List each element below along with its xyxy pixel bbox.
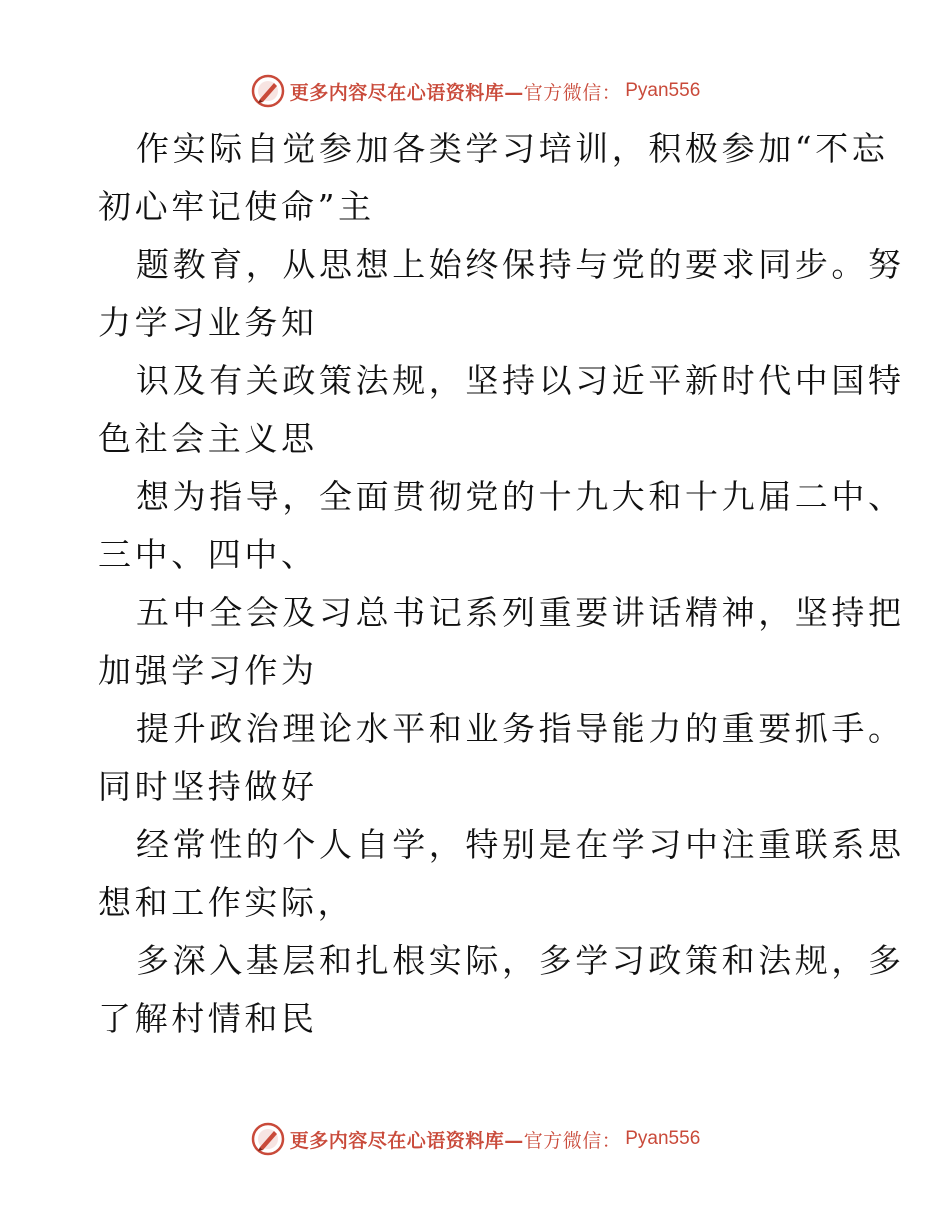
watermark-text xyxy=(290,78,622,105)
paragraph xyxy=(98,352,905,468)
footer-watermark xyxy=(0,1119,950,1159)
watermark-separator: — xyxy=(504,1129,524,1152)
paragraph xyxy=(98,584,905,700)
paragraph-line: 识及有关政策法规，坚持以习近平新时代中国特 xyxy=(136,361,905,400)
watermark-site-text: 更多内容尽在心语资料库 xyxy=(289,1129,505,1152)
paragraph-line: 多深入基层和扎根实际，多学习政策和法规，多 xyxy=(136,941,905,980)
paragraph-line: 题教育，从思想上始终保持与党的要求同步。努 xyxy=(136,245,905,284)
paragraph-line: 五中全会及习总书记系列重要讲话精神，坚持把 xyxy=(136,593,905,632)
paragraph-line: 想和工作实际， xyxy=(98,883,355,922)
document-body xyxy=(98,120,905,1048)
watermark-text xyxy=(290,1126,622,1153)
watermark-separator: — xyxy=(504,81,524,104)
pen-logo-icon xyxy=(250,1121,286,1157)
paragraph-line: 同时坚持做好 xyxy=(98,767,318,806)
paragraph-line: 作实际自觉参加各类学习培训，积极参加“不忘 xyxy=(136,129,889,168)
paragraph-line: 三中、四中、 xyxy=(98,535,318,574)
paragraph-line: 加强学习作为 xyxy=(98,651,318,690)
pen-logo-icon xyxy=(250,73,286,109)
paragraph-line: 想为指导，全面贯彻党的十九大和十九届二中、 xyxy=(136,477,905,516)
paragraph-line: 色社会主义思 xyxy=(98,419,318,458)
paragraph xyxy=(98,236,905,352)
paragraph xyxy=(98,932,905,1048)
paragraph-line: 了解村情和民 xyxy=(98,999,318,1038)
paragraph-line: 提升政治理论水平和业务指导能力的重要抓手。 xyxy=(136,709,905,748)
paragraph xyxy=(98,468,905,584)
watermark-wechat-label: 官方微信： xyxy=(523,81,622,104)
paragraph xyxy=(98,120,889,236)
paragraph xyxy=(98,816,905,932)
watermark-wechat-label: 官方微信： xyxy=(523,1129,622,1152)
watermark-wechat-id: Pyan556 xyxy=(625,80,701,101)
paragraph-line: 力学习业务知 xyxy=(98,303,318,342)
paragraph-line: 初心牢记使命”主 xyxy=(98,187,375,226)
header-watermark xyxy=(0,71,950,111)
paragraph-line: 经常性的个人自学，特别是在学习中注重联系思 xyxy=(136,825,905,864)
paragraph xyxy=(98,700,905,816)
watermark-wechat-id: Pyan556 xyxy=(625,1128,701,1149)
watermark-site-text: 更多内容尽在心语资料库 xyxy=(289,81,505,104)
